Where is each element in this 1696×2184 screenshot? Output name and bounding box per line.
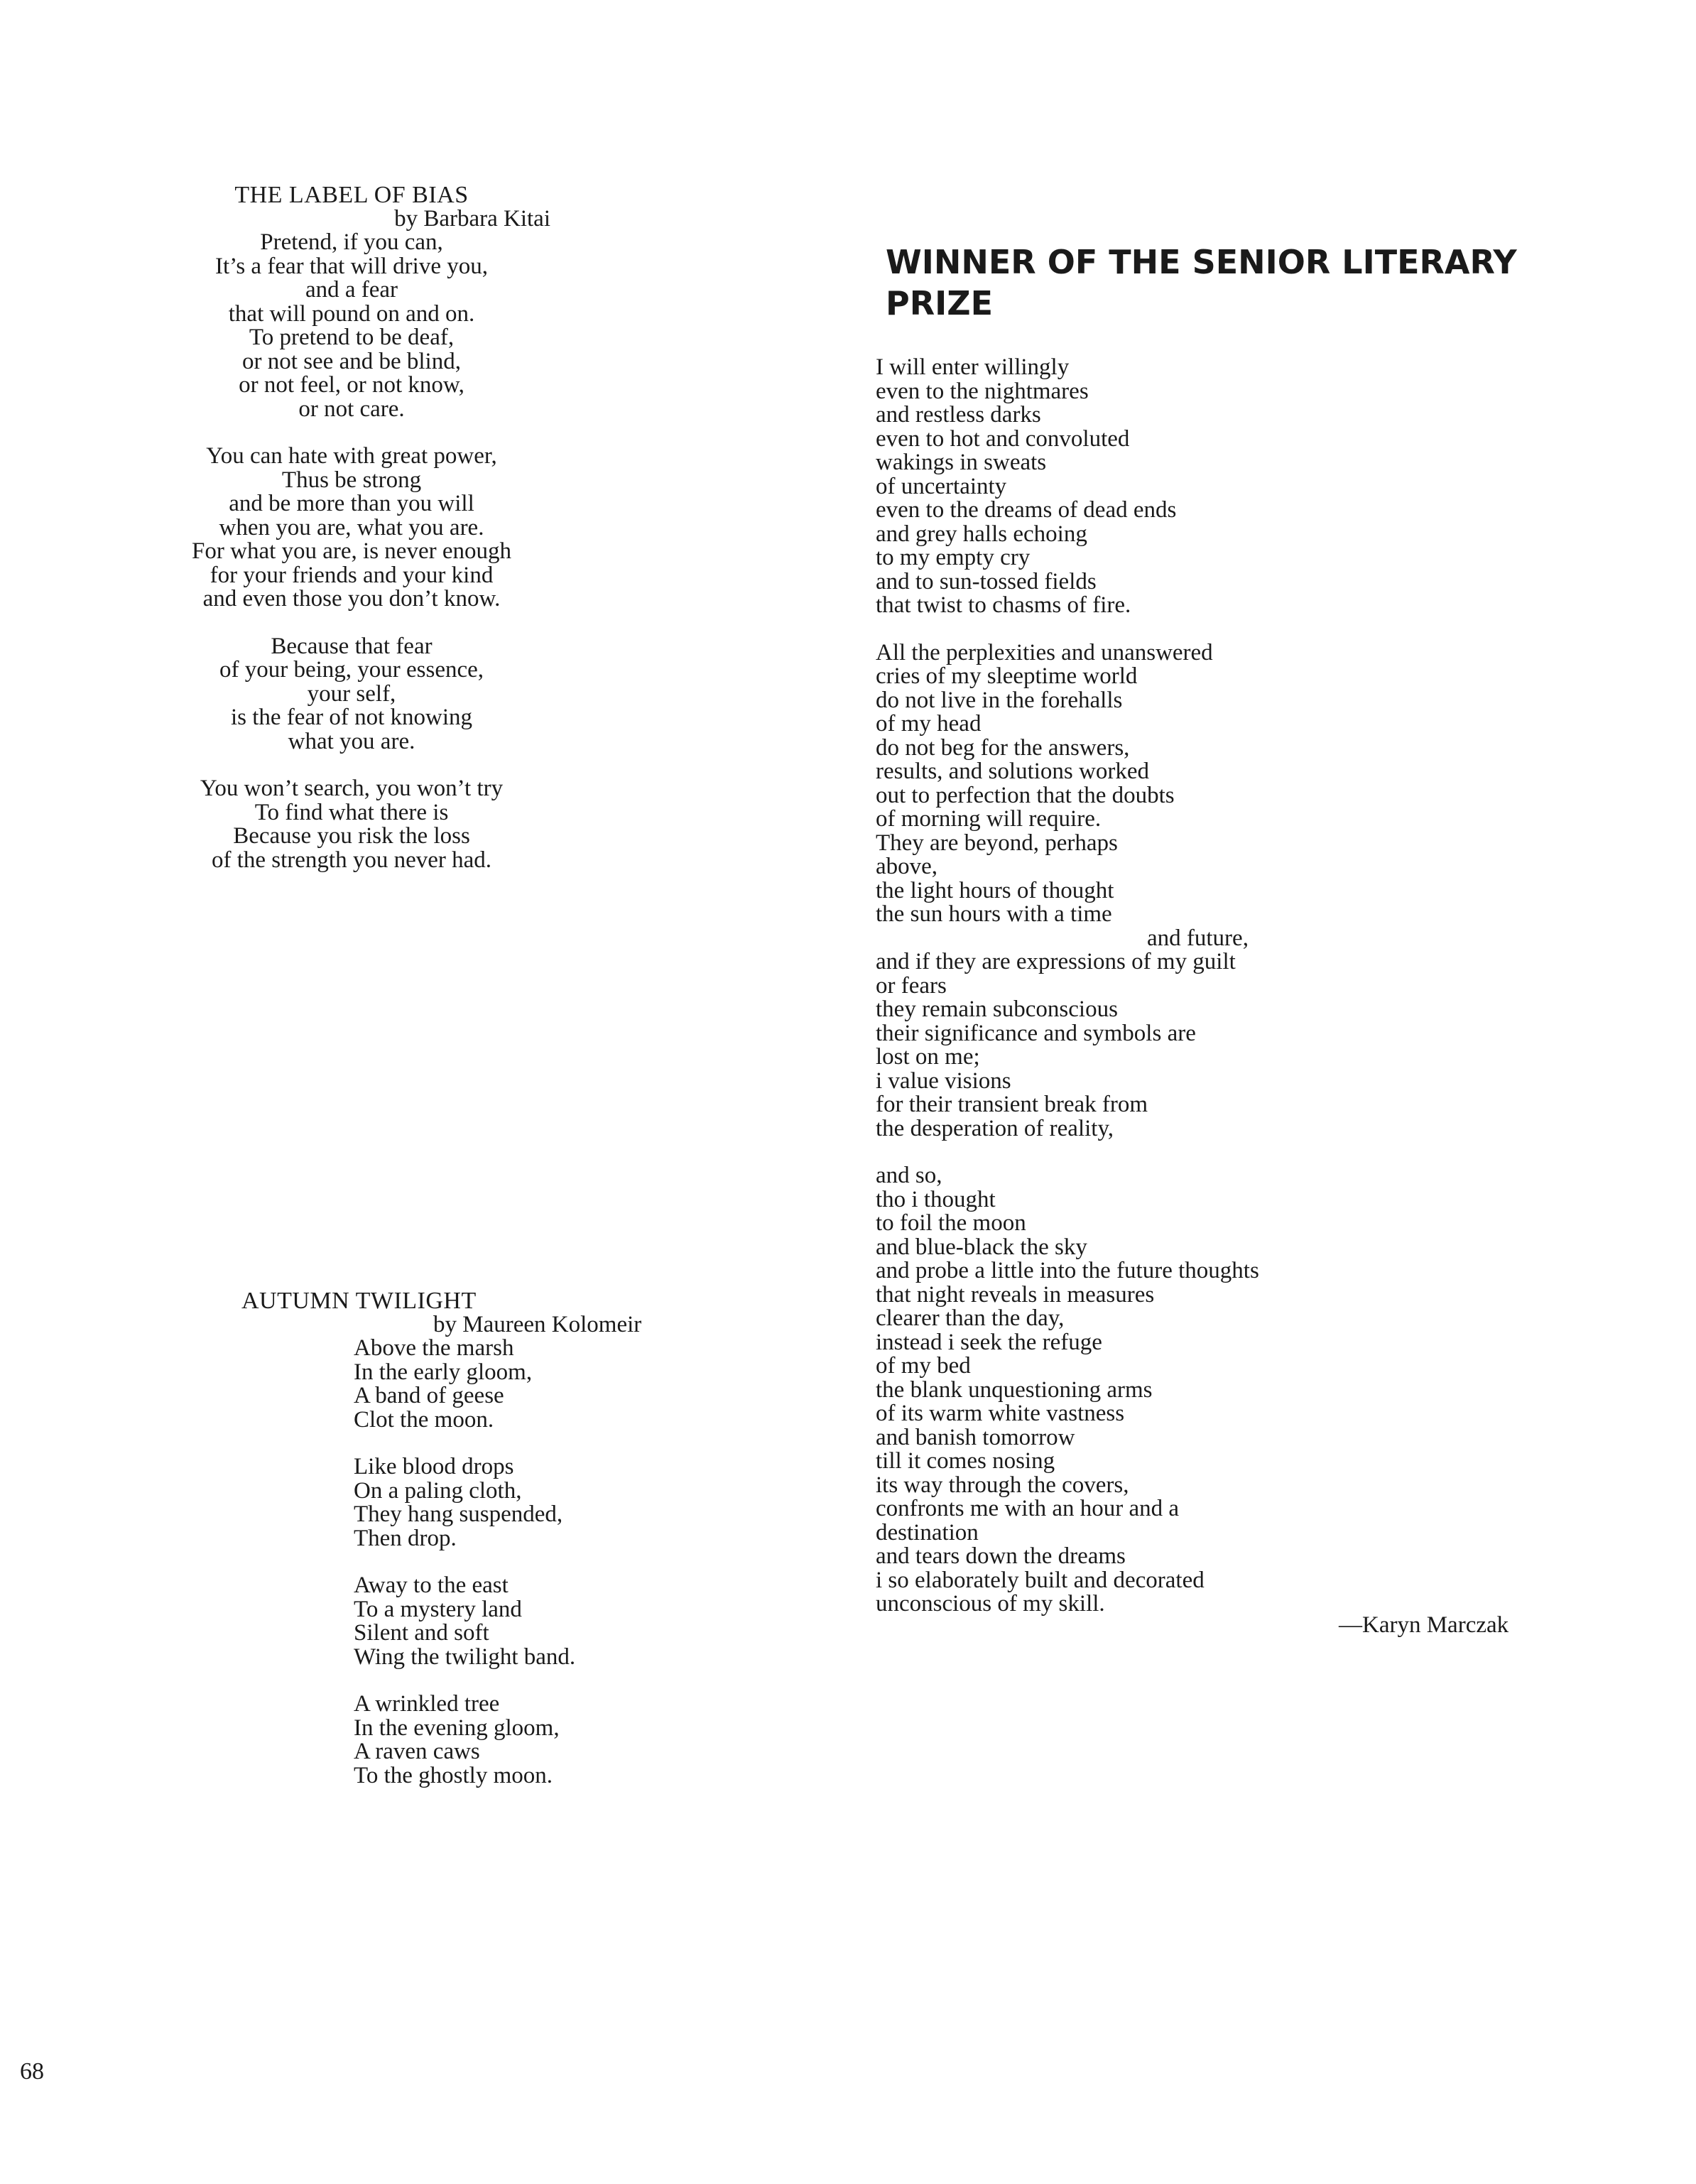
poem-line: till it comes nosing bbox=[876, 1448, 1055, 1474]
poem-line: for your friends and your kind bbox=[210, 562, 494, 588]
section-heading: WINNER OF THE SENIOR LITERARY PRIZE bbox=[886, 243, 1517, 322]
poem-line: results, and solutions worked bbox=[876, 759, 1149, 784]
poem-line: In the evening gloom, bbox=[354, 1715, 560, 1741]
poem-line: of the strength you never had. bbox=[211, 847, 492, 873]
poem-line: Wing the twilight band. bbox=[354, 1644, 576, 1670]
poem-line: clearer than the day, bbox=[876, 1305, 1065, 1331]
poem-line: of my head bbox=[876, 711, 982, 737]
poem-line: Silent and soft bbox=[354, 1620, 489, 1646]
poem-line: your self, bbox=[307, 680, 396, 707]
poem-line: that night reveals in measures bbox=[876, 1281, 1155, 1308]
poem-line: and banish tomorrow bbox=[876, 1424, 1075, 1450]
poem-stanza bbox=[876, 356, 1550, 618]
poem-line: i value visions bbox=[876, 1067, 1011, 1094]
poem-line: that will pound on and on. bbox=[228, 300, 475, 327]
poem-line: even to hot and convoluted bbox=[876, 425, 1130, 452]
poem-line: confronts me with an hour and a bbox=[876, 1496, 1180, 1521]
poem-line: and future, bbox=[1147, 925, 1249, 951]
poem-line: Above the marsh bbox=[354, 1335, 514, 1361]
poem-line: even to the dreams of dead ends bbox=[876, 497, 1177, 523]
poem-label-of-bias bbox=[153, 183, 550, 872]
poem-line: even to the nightmares bbox=[876, 378, 1089, 404]
poem-line: To pretend to be deaf, bbox=[249, 325, 455, 350]
poem-stanza bbox=[153, 777, 550, 872]
poem-line: of uncertainty bbox=[876, 473, 1007, 499]
poem-line: tho i thought bbox=[876, 1186, 996, 1212]
poem-line: the blank unquestioning arms bbox=[876, 1376, 1153, 1403]
poem-line: or not feel, or not know, bbox=[239, 372, 464, 398]
poem-line: They hang suspended, bbox=[354, 1501, 563, 1527]
poem-body bbox=[876, 356, 1550, 1617]
poem-line: To find what there is bbox=[254, 799, 449, 825]
poem-title: AUTUMN TWILIGHT bbox=[241, 1288, 477, 1314]
poem-stanza bbox=[876, 641, 1550, 1141]
poem-line: to my empty cry bbox=[876, 545, 1031, 570]
poem-line: and a fear bbox=[305, 277, 398, 303]
poem-stanza bbox=[153, 635, 550, 754]
poem-line: and be more than you will bbox=[229, 491, 474, 516]
poem-line: Pretend, if you can, bbox=[260, 229, 443, 255]
poem-line: and even those you don’t know. bbox=[202, 586, 501, 612]
poem-line: do not beg for the answers, bbox=[876, 734, 1130, 761]
poem-line: what you are. bbox=[288, 728, 415, 754]
poem-byline: by Maureen Kolomeir bbox=[433, 1312, 642, 1337]
poem-line: they remain subconscious bbox=[876, 996, 1118, 1022]
poem-line: wakings in sweats bbox=[876, 450, 1047, 475]
poem-line: Away to the east bbox=[354, 1572, 509, 1598]
poem-line: and blue-black the sky bbox=[876, 1234, 1087, 1260]
poem-line: of my bed bbox=[876, 1353, 971, 1379]
poem-line: All the perplexities and unanswered bbox=[876, 639, 1213, 665]
poem-line: Because you risk the loss bbox=[233, 823, 470, 849]
poem-line: out to perfection that the doubts bbox=[876, 782, 1175, 808]
poem-byline: by Barbara Kitai bbox=[394, 206, 550, 232]
poem-line: the desperation of reality, bbox=[876, 1115, 1114, 1141]
poem-line: the light hours of thought bbox=[876, 877, 1114, 903]
poem-line: the sun hours with a time bbox=[876, 901, 1112, 927]
poem-line: It’s a fear that will drive you, bbox=[215, 253, 488, 279]
poem-body bbox=[241, 1337, 739, 1788]
poem-line: lost on me; bbox=[876, 1044, 980, 1070]
poem-title: THE LABEL OF BIAS bbox=[234, 182, 469, 208]
poem-author: —Karyn Marczak bbox=[1339, 1612, 1509, 1638]
poem-line: and to sun-tossed fields bbox=[876, 568, 1097, 594]
poem-line: and restless darks bbox=[876, 402, 1041, 428]
poem-line: when you are, what you are. bbox=[219, 514, 484, 540]
poem-line: unconscious of my skill. bbox=[876, 1591, 1105, 1617]
poem-line: for their transient break from bbox=[876, 1092, 1148, 1117]
poem-line: Then drop. bbox=[354, 1525, 457, 1551]
poem-line: To the ghostly moon. bbox=[354, 1762, 553, 1788]
poem-line: do not live in the forehalls bbox=[876, 687, 1123, 713]
poem-line: i so elaborately built and decorated bbox=[876, 1567, 1205, 1593]
poem-line: You can hate with great power, bbox=[206, 443, 497, 469]
poem-line: and tears down the dreams bbox=[876, 1543, 1126, 1569]
poem-line: is the fear of not knowing bbox=[230, 705, 472, 730]
poem-line: that twist to chasms of fire. bbox=[876, 592, 1131, 618]
poem-line: Clot the moon. bbox=[354, 1406, 494, 1433]
poem-line: A raven caws bbox=[354, 1739, 480, 1764]
poem-line: and grey halls echoing bbox=[876, 521, 1087, 547]
poem-stanza bbox=[153, 231, 550, 421]
poem-senior-prize bbox=[876, 241, 1550, 1617]
poem-line: destination bbox=[876, 1519, 979, 1545]
poem-line: cries of my sleeptime world bbox=[876, 663, 1138, 689]
poem-line: and if they are expressions of my guilt bbox=[876, 949, 1236, 974]
poem-line: above, bbox=[876, 854, 938, 879]
poem-stanza bbox=[876, 1164, 1550, 1617]
poem-line: and probe a little into the future thoughts bbox=[876, 1258, 1259, 1283]
poem-stanza bbox=[153, 445, 550, 612]
poem-line: of its warm white vastness bbox=[876, 1401, 1125, 1426]
poem-line: to foil the moon bbox=[876, 1210, 1026, 1236]
page-number: 68 bbox=[20, 2058, 44, 2085]
poem-line: or not see and be blind, bbox=[242, 348, 461, 374]
poem-line: A wrinkled tree bbox=[354, 1691, 500, 1717]
poem-line: its way through the covers, bbox=[876, 1472, 1129, 1498]
poem-stanza bbox=[354, 1455, 739, 1550]
poem-line: or not care. bbox=[298, 396, 405, 422]
poem-line: On a paling cloth, bbox=[354, 1477, 522, 1504]
poem-line: You won’t search, you won’t try bbox=[200, 776, 504, 801]
poem-autumn-twilight bbox=[241, 1289, 739, 1788]
poem-line: and so, bbox=[876, 1163, 942, 1188]
poem-line: their significance and symbols are bbox=[876, 1020, 1196, 1046]
poem-line: In the early gloom, bbox=[354, 1359, 533, 1385]
poem-stanza bbox=[354, 1693, 739, 1788]
poem-line: For what you are, is never enough bbox=[192, 538, 511, 564]
poem-stanza bbox=[354, 1574, 739, 1669]
poem-line: Because that fear bbox=[271, 633, 433, 659]
poem-line: Like blood drops bbox=[354, 1454, 514, 1479]
poem-line: They are beyond, perhaps bbox=[876, 830, 1118, 856]
poem-line: of your being, your essence, bbox=[219, 657, 484, 683]
poem-line: A band of geese bbox=[354, 1383, 504, 1408]
poem-line: or fears bbox=[876, 972, 947, 999]
poem-stanza bbox=[354, 1337, 739, 1432]
poem-line: To a mystery land bbox=[354, 1596, 522, 1622]
poem-line: of morning will require. bbox=[876, 806, 1102, 832]
poem-line: instead i seek the refuge bbox=[876, 1329, 1102, 1355]
poem-line: I will enter willingly bbox=[876, 354, 1070, 380]
poem-line: Thus be strong bbox=[281, 467, 422, 493]
